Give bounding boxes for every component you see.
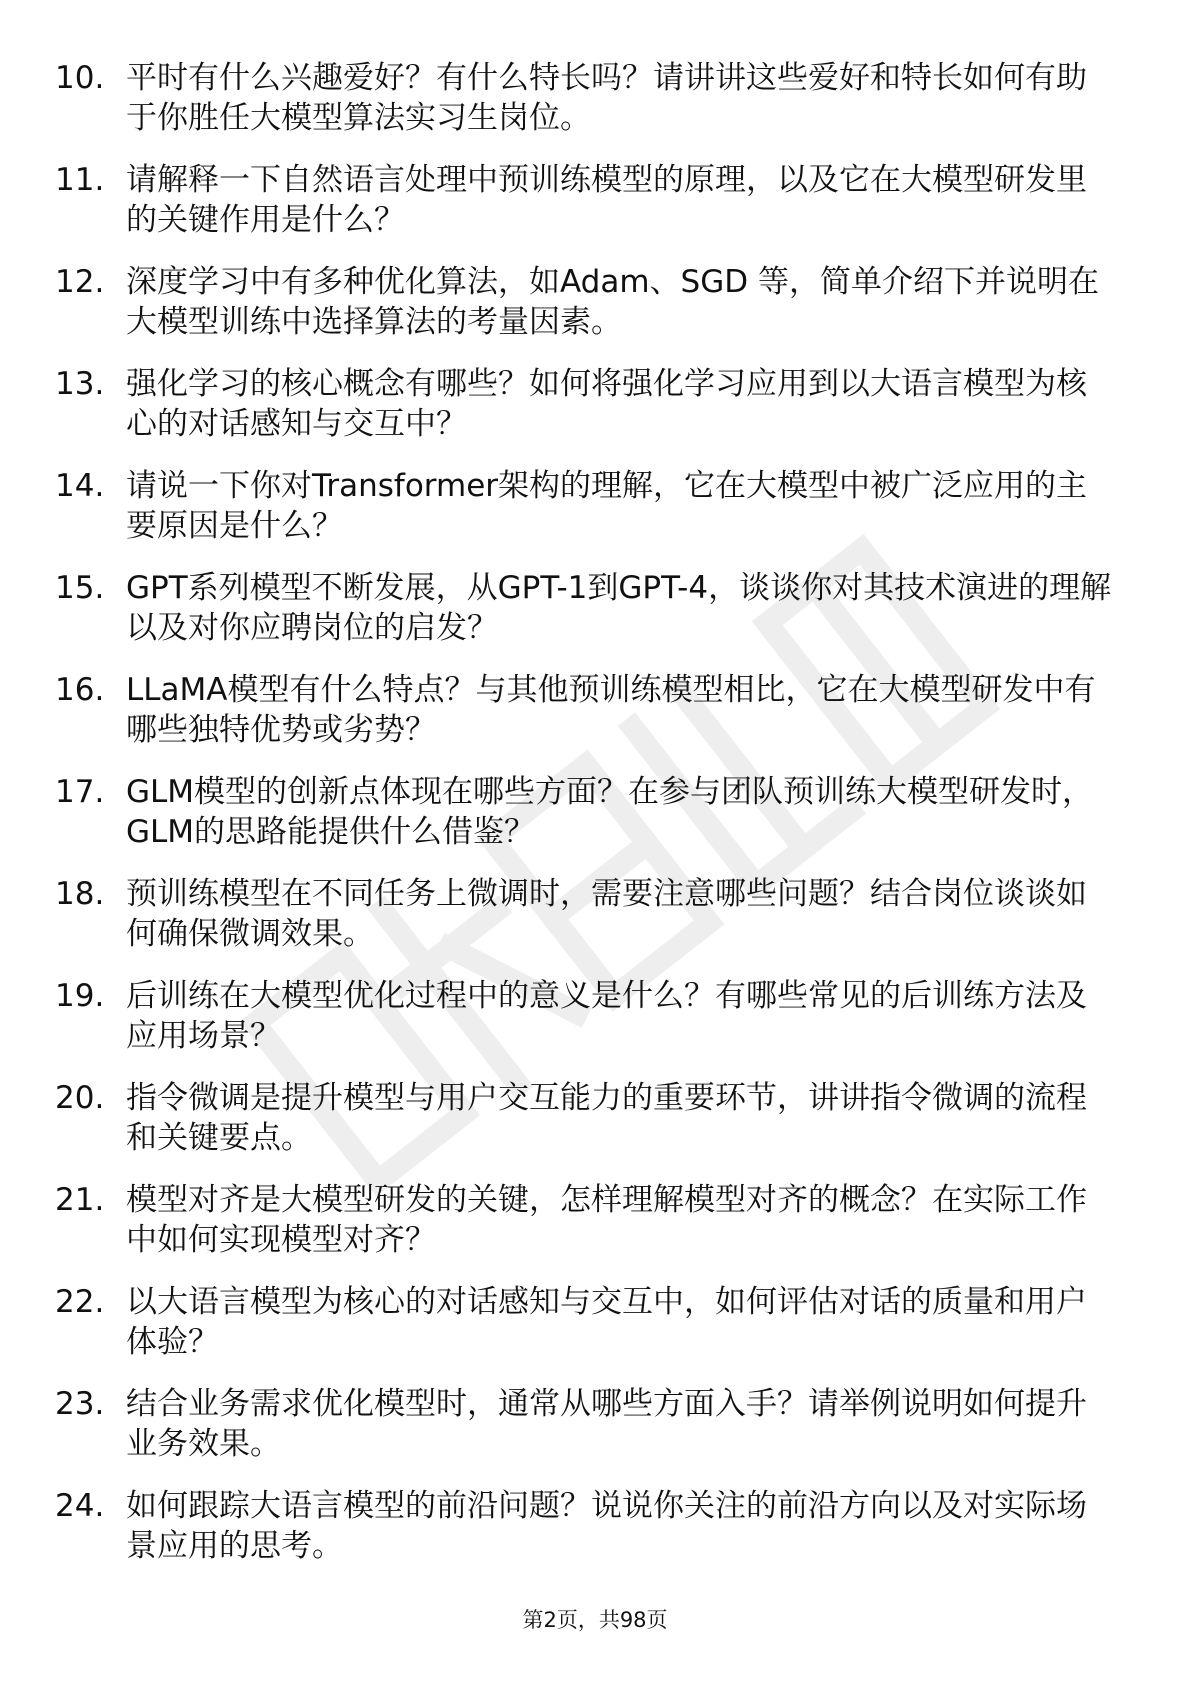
question-number: 20. [55,1080,105,1116]
question-text: 结合业务需求优化模型时，通常从哪些方面入手？请举例说明如何提升业务效果。 [126,1386,1087,1462]
question-text: 指令微调是提升模型与用户交互能力的重要环节，讲讲指令微调的流程和关键要点。 [126,1080,1087,1156]
question-number: 17. [55,774,105,810]
question-text: 如何跟踪大语言模型的前沿问题？说说你关注的前沿方向以及对实际场景应用的思考。 [126,1488,1087,1564]
question-text: GPT系列模型不断发展，从GPT-1到GPT-4，谈谈你对其技术演进的理解以及对你应聘岗位的启发？ [126,570,1112,646]
question-number: 15. [55,570,105,606]
question-number: 14. [55,468,105,504]
question-number: 24. [55,1488,105,1524]
question-item [0,356,1190,458]
question-text: 以大语言模型为核心的对话感知与交互中，如何评估对话的质量和用户体验？ [126,1284,1087,1360]
question-text: GLM模型的创新点体现在哪些方面？在参与团队预训练大模型研发时，GLM的思路能提供什么借鉴？ [126,774,1094,850]
question-item [0,1070,1190,1172]
question-text: 预训练模型在不同任务上微调时，需要注意哪些问题？结合岗位谈谈如何确保微调效果。 [126,876,1087,952]
question-number: 21. [55,1182,105,1218]
question-text: 后训练在大模型优化过程中的意义是什么？有哪些常见的后训练方法及应用场景？ [126,978,1087,1054]
question-item [0,764,1190,866]
question-item [0,560,1190,662]
question-number: 16. [55,672,105,708]
question-number: 18. [55,876,105,912]
question-number: 10. [55,60,105,96]
question-item [0,662,1190,764]
question-item [0,1172,1190,1274]
question-item [0,968,1190,1070]
question-number: 23. [55,1386,105,1422]
question-item [0,50,1190,152]
question-text: 请解释一下自然语言处理中预训练模型的原理，以及它在大模型研发里的关键作用是什么？ [126,162,1087,238]
page-footer: 第2页，共98页 [522,1608,668,1632]
question-number: 12. [55,264,105,300]
question-item [0,254,1190,356]
question-item [0,1376,1190,1478]
question-text: 请说一下你对Transformer架构的理解，它在大模型中被广泛应用的主要原因是什么？ [126,468,1088,544]
question-item [0,1274,1190,1376]
question-text: 强化学习的核心概念有哪些？如何将强化学习应用到以大语言模型为核心的对话感知与交互中？ [126,366,1087,442]
question-number: 13. [55,366,105,402]
question-item [0,1478,1190,1580]
question-text: 平时有什么兴趣爱好？有什么特长吗？请讲讲这些爱好和特长如何有助于你胜任大模型算法实习生岗位。 [126,60,1087,136]
question-item [0,866,1190,968]
question-item [0,458,1190,560]
question-text: LLaMA模型有什么特点？与其他预训练模型相比，它在大模型研发中有哪些独特优势或劣势？ [126,672,1096,748]
question-number: 19. [55,978,105,1014]
question-text: 模型对齐是大模型研发的关键，怎样理解模型对齐的概念？在实际工作中如何实现模型对齐？ [126,1182,1087,1258]
question-item [0,152,1190,254]
question-list [0,50,1190,1580]
question-text: 深度学习中有多种优化算法，如Adam、SGD 等，简单介绍下并说明在大模型训练中选择算法的考量因素。 [126,264,1099,340]
question-number: 11. [55,162,105,198]
question-number: 22. [55,1284,105,1320]
